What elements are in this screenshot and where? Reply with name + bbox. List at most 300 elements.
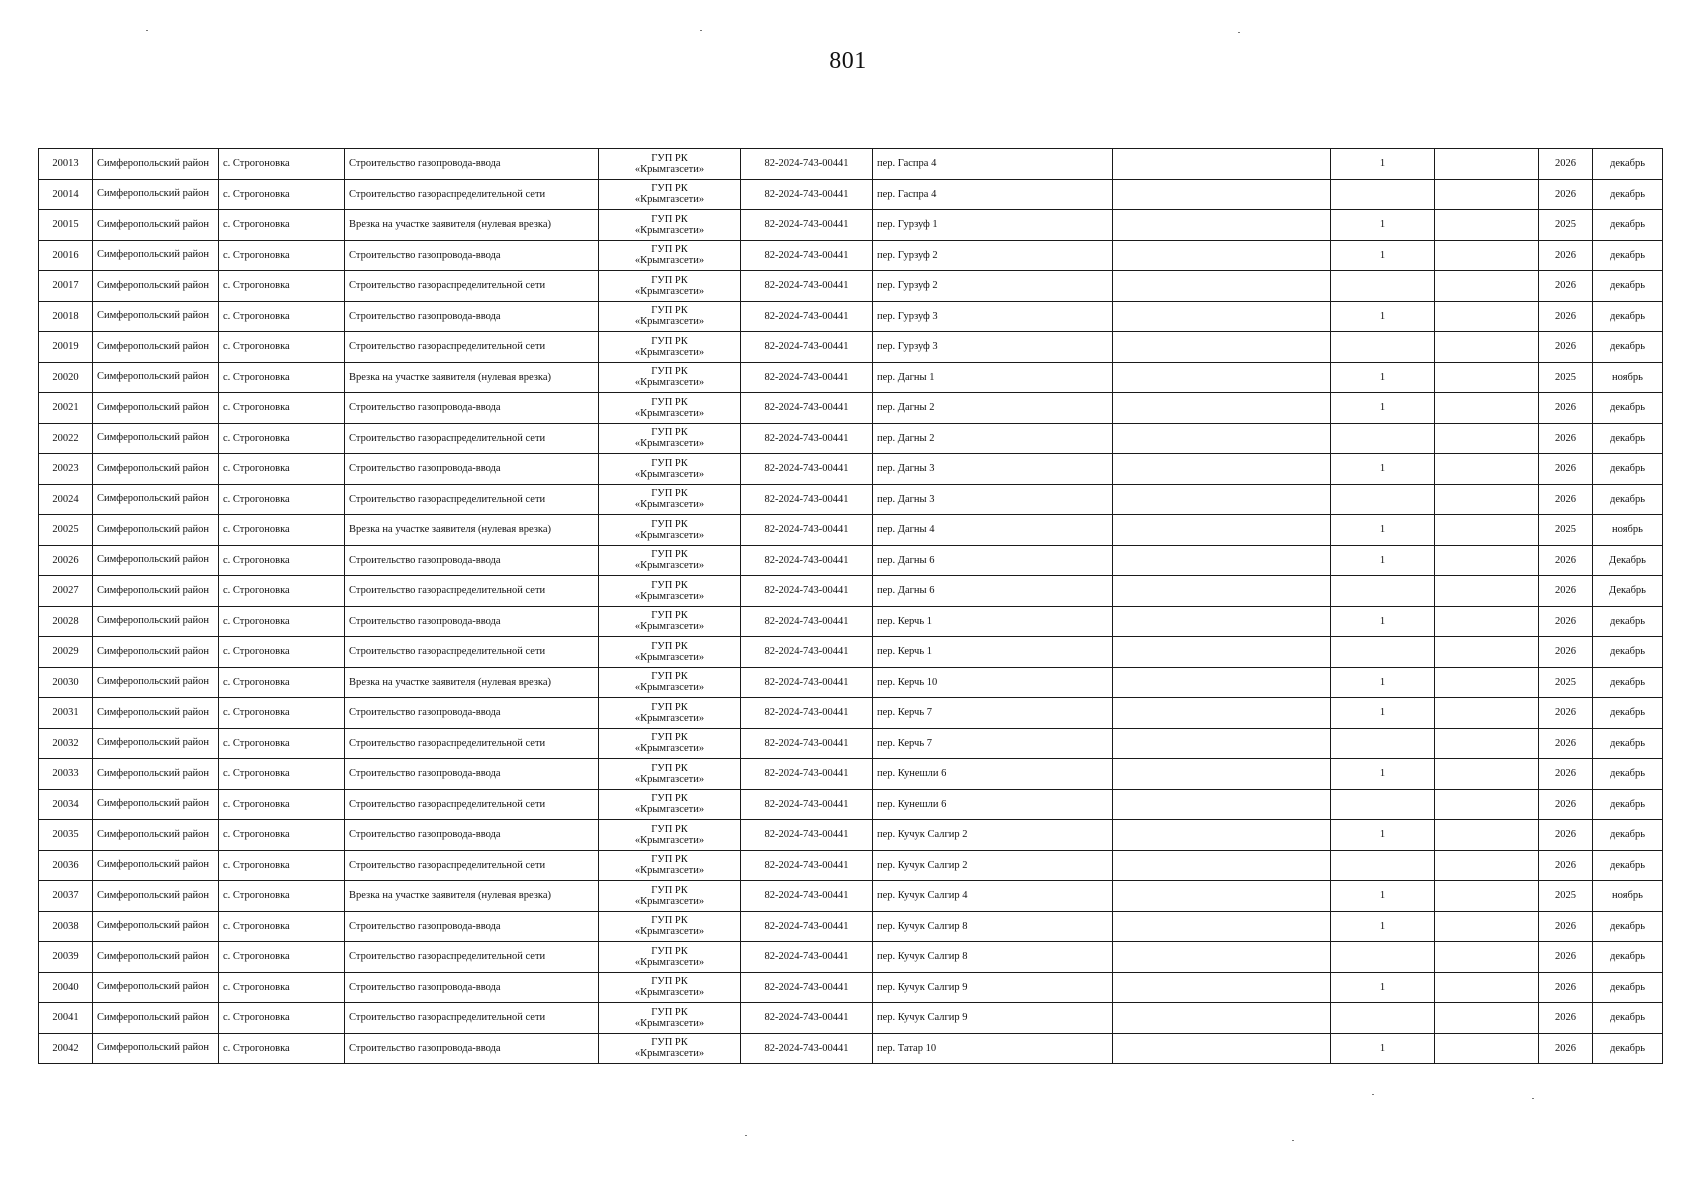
quantity-cell <box>1331 179 1435 210</box>
empty-cell <box>1113 301 1331 332</box>
organization-brand: «Крымгазсети» <box>634 956 705 968</box>
organization-name: ГУП РК <box>651 640 688 652</box>
month-cell: декабрь <box>1593 1033 1663 1064</box>
empty-cell <box>1113 545 1331 576</box>
organization-brand: «Крымгазсети» <box>634 682 705 694</box>
month-cell: декабрь <box>1593 393 1663 424</box>
organization-name: ГУП РК <box>651 244 688 256</box>
program-code-cell: 82-2024-743-00441 <box>741 667 873 698</box>
program-code-cell: 82-2024-743-00441 <box>741 881 873 912</box>
empty-cell <box>1113 698 1331 729</box>
scan-speck <box>700 30 702 31</box>
locality-cell: с. Строгоновка <box>219 393 345 424</box>
organization-brand: «Крымгазсети» <box>634 316 705 328</box>
table-row <box>39 667 1663 698</box>
organization-name: ГУП РК <box>651 518 688 530</box>
organization-cell <box>599 728 741 759</box>
address-cell: пер. Дагны 3 <box>873 454 1113 485</box>
district-cell: Симферопольский район <box>93 881 219 912</box>
empty-cell <box>1435 576 1539 607</box>
year-cell: 2026 <box>1539 850 1593 881</box>
empty-cell <box>1435 881 1539 912</box>
quantity-cell: 1 <box>1331 881 1435 912</box>
district-cell: Симферопольский район <box>93 728 219 759</box>
organization-brand: «Крымгазсети» <box>634 1017 705 1029</box>
year-cell: 2025 <box>1539 515 1593 546</box>
year-cell: 2026 <box>1539 789 1593 820</box>
organization-cell <box>599 149 741 180</box>
month-cell: декабрь <box>1593 637 1663 668</box>
work-type-cell: Врезка на участке заявителя (нулевая врезка) <box>345 210 599 241</box>
quantity-cell <box>1331 1003 1435 1034</box>
organization-name: ГУП РК <box>651 427 688 439</box>
organization-brand: «Крымгазсети» <box>634 743 705 755</box>
locality-cell: с. Строгоновка <box>219 423 345 454</box>
year-cell: 2026 <box>1539 606 1593 637</box>
empty-cell <box>1435 1033 1539 1064</box>
quantity-cell: 1 <box>1331 149 1435 180</box>
empty-cell <box>1113 576 1331 607</box>
registry-table <box>38 148 1663 1064</box>
district-cell: Симферопольский район <box>93 850 219 881</box>
year-cell: 2026 <box>1539 972 1593 1003</box>
table-row <box>39 393 1663 424</box>
empty-cell <box>1113 972 1331 1003</box>
year-cell: 2025 <box>1539 210 1593 241</box>
row-number-cell: 20013 <box>39 149 93 180</box>
empty-cell <box>1113 210 1331 241</box>
district-cell: Симферопольский район <box>93 454 219 485</box>
program-code-cell: 82-2024-743-00441 <box>741 484 873 515</box>
locality-cell: с. Строгоновка <box>219 850 345 881</box>
address-cell: пер. Кучук Салгир 8 <box>873 911 1113 942</box>
organization-name: ГУП РК <box>651 884 688 896</box>
address-cell: пер. Кучук Салгир 2 <box>873 850 1113 881</box>
empty-cell <box>1435 515 1539 546</box>
table-row <box>39 1003 1663 1034</box>
program-code-cell: 82-2024-743-00441 <box>741 515 873 546</box>
row-number-cell: 20018 <box>39 301 93 332</box>
row-number-cell: 20015 <box>39 210 93 241</box>
row-number-cell: 20029 <box>39 637 93 668</box>
month-cell: декабрь <box>1593 1003 1663 1034</box>
organization-brand: «Крымгазсети» <box>634 224 705 236</box>
month-cell: декабрь <box>1593 179 1663 210</box>
row-number-cell: 20017 <box>39 271 93 302</box>
month-cell: ноябрь <box>1593 362 1663 393</box>
organization-brand: «Крымгазсети» <box>634 255 705 267</box>
program-code-cell: 82-2024-743-00441 <box>741 545 873 576</box>
organization-brand: «Крымгазсети» <box>634 834 705 846</box>
table-row <box>39 240 1663 271</box>
organization-cell <box>599 545 741 576</box>
quantity-cell: 1 <box>1331 1033 1435 1064</box>
organization-cell <box>599 362 741 393</box>
address-cell: пер. Дагны 2 <box>873 393 1113 424</box>
empty-cell <box>1435 454 1539 485</box>
address-cell: пер. Гаспра 4 <box>873 149 1113 180</box>
organization-name: ГУП РК <box>651 671 688 683</box>
year-cell: 2026 <box>1539 698 1593 729</box>
row-number-cell: 20022 <box>39 423 93 454</box>
organization-cell <box>599 515 741 546</box>
quantity-cell: 1 <box>1331 972 1435 1003</box>
month-cell: декабрь <box>1593 454 1663 485</box>
empty-cell <box>1435 332 1539 363</box>
organization-cell <box>599 759 741 790</box>
program-code-cell: 82-2024-743-00441 <box>741 576 873 607</box>
organization-cell <box>599 1033 741 1064</box>
work-type-cell: Строительство газораспределительной сети <box>345 179 599 210</box>
organization-brand: «Крымгазсети» <box>634 560 705 572</box>
organization-brand: «Крымгазсети» <box>634 804 705 816</box>
quantity-cell: 1 <box>1331 301 1435 332</box>
work-type-cell: Строительство газопровода-ввода <box>345 606 599 637</box>
table-row <box>39 881 1663 912</box>
empty-cell <box>1113 1003 1331 1034</box>
organization-cell <box>599 820 741 851</box>
work-type-cell: Строительство газораспределительной сети <box>345 1003 599 1034</box>
empty-cell <box>1435 210 1539 241</box>
table-row <box>39 332 1663 363</box>
scan-speck <box>1292 1140 1294 1141</box>
organization-name: ГУП РК <box>651 976 688 988</box>
table-row <box>39 850 1663 881</box>
organization-cell <box>599 667 741 698</box>
organization-name: ГУП РК <box>651 793 688 805</box>
organization-brand: «Крымгазсети» <box>634 987 705 999</box>
year-cell: 2026 <box>1539 545 1593 576</box>
empty-cell <box>1113 240 1331 271</box>
district-cell: Симферопольский район <box>93 179 219 210</box>
empty-cell <box>1113 911 1331 942</box>
empty-cell <box>1435 484 1539 515</box>
month-cell: декабрь <box>1593 423 1663 454</box>
empty-cell <box>1113 1033 1331 1064</box>
district-cell: Симферопольский район <box>93 637 219 668</box>
address-cell: пер. Дагны 4 <box>873 515 1113 546</box>
quantity-cell <box>1331 789 1435 820</box>
empty-cell <box>1113 606 1331 637</box>
organization-brand: «Крымгазсети» <box>634 1048 705 1060</box>
district-cell: Симферопольский район <box>93 942 219 973</box>
empty-cell <box>1435 667 1539 698</box>
district-cell: Симферопольский район <box>93 393 219 424</box>
quantity-cell <box>1331 271 1435 302</box>
locality-cell: с. Строгоновка <box>219 362 345 393</box>
year-cell: 2026 <box>1539 576 1593 607</box>
empty-cell <box>1113 454 1331 485</box>
district-cell: Симферопольский район <box>93 972 219 1003</box>
organization-cell <box>599 576 741 607</box>
empty-cell <box>1113 728 1331 759</box>
address-cell: пер. Кучук Салгир 2 <box>873 820 1113 851</box>
table-row <box>39 1033 1663 1064</box>
year-cell: 2026 <box>1539 911 1593 942</box>
organization-cell <box>599 972 741 1003</box>
organization-name: ГУП РК <box>651 335 688 347</box>
locality-cell: с. Строгоновка <box>219 606 345 637</box>
organization-cell <box>599 698 741 729</box>
year-cell: 2026 <box>1539 332 1593 363</box>
month-cell: декабрь <box>1593 728 1663 759</box>
address-cell: пер. Дагны 3 <box>873 484 1113 515</box>
work-type-cell: Строительство газопровода-ввода <box>345 454 599 485</box>
address-cell: пер. Гурзуф 2 <box>873 271 1113 302</box>
program-code-cell: 82-2024-743-00441 <box>741 423 873 454</box>
empty-cell <box>1113 759 1331 790</box>
month-cell: декабрь <box>1593 210 1663 241</box>
empty-cell <box>1435 942 1539 973</box>
organization-cell <box>599 271 741 302</box>
empty-cell <box>1113 393 1331 424</box>
year-cell: 2026 <box>1539 759 1593 790</box>
quantity-cell <box>1331 423 1435 454</box>
table-row <box>39 728 1663 759</box>
work-type-cell: Строительство газораспределительной сети <box>345 484 599 515</box>
empty-cell <box>1113 881 1331 912</box>
row-number-cell: 20030 <box>39 667 93 698</box>
organization-brand: «Крымгазсети» <box>634 590 705 602</box>
year-cell: 2026 <box>1539 271 1593 302</box>
month-cell: ноябрь <box>1593 881 1663 912</box>
locality-cell: с. Строгоновка <box>219 179 345 210</box>
quantity-cell: 1 <box>1331 515 1435 546</box>
organization-name: ГУП РК <box>651 549 688 561</box>
locality-cell: с. Строгоновка <box>219 210 345 241</box>
organization-cell <box>599 881 741 912</box>
quantity-cell: 1 <box>1331 240 1435 271</box>
table-row <box>39 698 1663 729</box>
organization-brand: «Крымгазсети» <box>634 163 705 175</box>
program-code-cell: 82-2024-743-00441 <box>741 759 873 790</box>
month-cell: декабрь <box>1593 606 1663 637</box>
address-cell: пер. Керчь 1 <box>873 637 1113 668</box>
organization-cell <box>599 850 741 881</box>
year-cell: 2026 <box>1539 728 1593 759</box>
district-cell: Симферопольский район <box>93 210 219 241</box>
organization-cell <box>599 911 741 942</box>
organization-name: ГУП РК <box>651 457 688 469</box>
month-cell: декабрь <box>1593 301 1663 332</box>
work-type-cell: Врезка на участке заявителя (нулевая врезка) <box>345 667 599 698</box>
registry-table-body <box>39 149 1663 1064</box>
quantity-cell: 1 <box>1331 911 1435 942</box>
row-number-cell: 20033 <box>39 759 93 790</box>
program-code-cell: 82-2024-743-00441 <box>741 606 873 637</box>
locality-cell: с. Строгоновка <box>219 789 345 820</box>
organization-name: ГУП РК <box>651 305 688 317</box>
empty-cell <box>1435 545 1539 576</box>
empty-cell <box>1435 362 1539 393</box>
year-cell: 2025 <box>1539 667 1593 698</box>
organization-brand: «Крымгазсети» <box>634 712 705 724</box>
district-cell: Симферопольский район <box>93 301 219 332</box>
program-code-cell: 82-2024-743-00441 <box>741 637 873 668</box>
locality-cell: с. Строгоновка <box>219 332 345 363</box>
month-cell: декабрь <box>1593 271 1663 302</box>
scan-speck <box>745 1135 747 1136</box>
organization-brand: «Крымгазсети» <box>634 194 705 206</box>
table-row <box>39 149 1663 180</box>
table-row <box>39 545 1663 576</box>
program-code-cell: 82-2024-743-00441 <box>741 911 873 942</box>
empty-cell <box>1435 149 1539 180</box>
work-type-cell: Строительство газораспределительной сети <box>345 728 599 759</box>
year-cell: 2026 <box>1539 179 1593 210</box>
work-type-cell: Строительство газопровода-ввода <box>345 149 599 180</box>
quantity-cell <box>1331 942 1435 973</box>
quantity-cell: 1 <box>1331 362 1435 393</box>
table-row <box>39 911 1663 942</box>
table-row <box>39 606 1663 637</box>
organization-name: ГУП РК <box>651 274 688 286</box>
empty-cell <box>1113 850 1331 881</box>
quantity-cell: 1 <box>1331 606 1435 637</box>
organization-name: ГУП РК <box>651 915 688 927</box>
locality-cell: с. Строгоновка <box>219 881 345 912</box>
quantity-cell: 1 <box>1331 210 1435 241</box>
table-row <box>39 759 1663 790</box>
month-cell: декабрь <box>1593 332 1663 363</box>
locality-cell: с. Строгоновка <box>219 576 345 607</box>
empty-cell <box>1435 423 1539 454</box>
year-cell: 2026 <box>1539 1003 1593 1034</box>
organization-name: ГУП РК <box>651 610 688 622</box>
program-code-cell: 82-2024-743-00441 <box>741 698 873 729</box>
address-cell: пер. Керчь 10 <box>873 667 1113 698</box>
program-code-cell: 82-2024-743-00441 <box>741 393 873 424</box>
address-cell: пер. Дагны 6 <box>873 545 1113 576</box>
table-row <box>39 972 1663 1003</box>
table-row <box>39 789 1663 820</box>
empty-cell <box>1113 362 1331 393</box>
organization-brand: «Крымгазсети» <box>634 499 705 511</box>
program-code-cell: 82-2024-743-00441 <box>741 942 873 973</box>
empty-cell <box>1435 972 1539 1003</box>
district-cell: Симферопольский район <box>93 759 219 790</box>
locality-cell: с. Строгоновка <box>219 698 345 729</box>
locality-cell: с. Строгоновка <box>219 728 345 759</box>
scan-speck <box>1532 1098 1534 1099</box>
table-row <box>39 515 1663 546</box>
month-cell: декабрь <box>1593 942 1663 973</box>
table-row <box>39 362 1663 393</box>
program-code-cell: 82-2024-743-00441 <box>741 301 873 332</box>
work-type-cell: Строительство газопровода-ввода <box>345 240 599 271</box>
organization-name: ГУП РК <box>651 183 688 195</box>
organization-cell <box>599 240 741 271</box>
empty-cell <box>1435 393 1539 424</box>
district-cell: Симферопольский район <box>93 271 219 302</box>
work-type-cell: Строительство газопровода-ввода <box>345 545 599 576</box>
quantity-cell: 1 <box>1331 667 1435 698</box>
program-code-cell: 82-2024-743-00441 <box>741 820 873 851</box>
district-cell: Симферопольский район <box>93 698 219 729</box>
organization-brand: «Крымгазсети» <box>634 865 705 877</box>
scan-speck <box>1238 32 1240 33</box>
locality-cell: с. Строгоновка <box>219 240 345 271</box>
work-type-cell: Строительство газопровода-ввода <box>345 1033 599 1064</box>
organization-name: ГУП РК <box>651 213 688 225</box>
row-number-cell: 20025 <box>39 515 93 546</box>
district-cell: Симферопольский район <box>93 576 219 607</box>
row-number-cell: 20020 <box>39 362 93 393</box>
year-cell: 2026 <box>1539 301 1593 332</box>
month-cell: декабрь <box>1593 850 1663 881</box>
year-cell: 2026 <box>1539 820 1593 851</box>
empty-cell <box>1113 271 1331 302</box>
address-cell: пер. Гурзуф 1 <box>873 210 1113 241</box>
work-type-cell: Врезка на участке заявителя (нулевая врезка) <box>345 515 599 546</box>
work-type-cell: Строительство газораспределительной сети <box>345 423 599 454</box>
month-cell: декабрь <box>1593 240 1663 271</box>
organization-cell <box>599 606 741 637</box>
organization-name: ГУП РК <box>651 366 688 378</box>
work-type-cell: Строительство газопровода-ввода <box>345 820 599 851</box>
locality-cell: с. Строгоновка <box>219 484 345 515</box>
quantity-cell: 1 <box>1331 545 1435 576</box>
quantity-cell: 1 <box>1331 820 1435 851</box>
month-cell: ноябрь <box>1593 515 1663 546</box>
row-number-cell: 20026 <box>39 545 93 576</box>
row-number-cell: 20028 <box>39 606 93 637</box>
organization-name: ГУП РК <box>651 1037 688 1049</box>
work-type-cell: Строительство газораспределительной сети <box>345 271 599 302</box>
row-number-cell: 20032 <box>39 728 93 759</box>
year-cell: 2025 <box>1539 881 1593 912</box>
table-row <box>39 179 1663 210</box>
locality-cell: с. Строгоновка <box>219 1003 345 1034</box>
organization-brand: «Крымгазсети» <box>634 926 705 938</box>
year-cell: 2026 <box>1539 393 1593 424</box>
organization-brand: «Крымгазсети» <box>634 529 705 541</box>
district-cell: Симферопольский район <box>93 789 219 820</box>
empty-cell <box>1435 271 1539 302</box>
organization-name: ГУП РК <box>651 152 688 164</box>
table-row <box>39 942 1663 973</box>
organization-cell <box>599 423 741 454</box>
organization-cell <box>599 210 741 241</box>
row-number-cell: 20016 <box>39 240 93 271</box>
work-type-cell: Строительство газораспределительной сети <box>345 942 599 973</box>
locality-cell: с. Строгоновка <box>219 972 345 1003</box>
organization-brand: «Крымгазсети» <box>634 773 705 785</box>
district-cell: Симферопольский район <box>93 911 219 942</box>
address-cell: пер. Кунешли 6 <box>873 789 1113 820</box>
locality-cell: с. Строгоновка <box>219 637 345 668</box>
address-cell: пер. Кунешли 6 <box>873 759 1113 790</box>
empty-cell <box>1435 240 1539 271</box>
quantity-cell: 1 <box>1331 698 1435 729</box>
empty-cell <box>1435 301 1539 332</box>
row-number-cell: 20023 <box>39 454 93 485</box>
district-cell: Симферопольский район <box>93 362 219 393</box>
district-cell: Симферопольский район <box>93 484 219 515</box>
organization-cell <box>599 454 741 485</box>
organization-brand: «Крымгазсети» <box>634 468 705 480</box>
district-cell: Симферопольский район <box>93 240 219 271</box>
locality-cell: с. Строгоновка <box>219 942 345 973</box>
month-cell: декабрь <box>1593 759 1663 790</box>
program-code-cell: 82-2024-743-00441 <box>741 850 873 881</box>
month-cell: декабрь <box>1593 484 1663 515</box>
organization-cell <box>599 637 741 668</box>
quantity-cell <box>1331 637 1435 668</box>
page-number: 801 <box>829 48 867 74</box>
row-number-cell: 20024 <box>39 484 93 515</box>
table-row <box>39 454 1663 485</box>
